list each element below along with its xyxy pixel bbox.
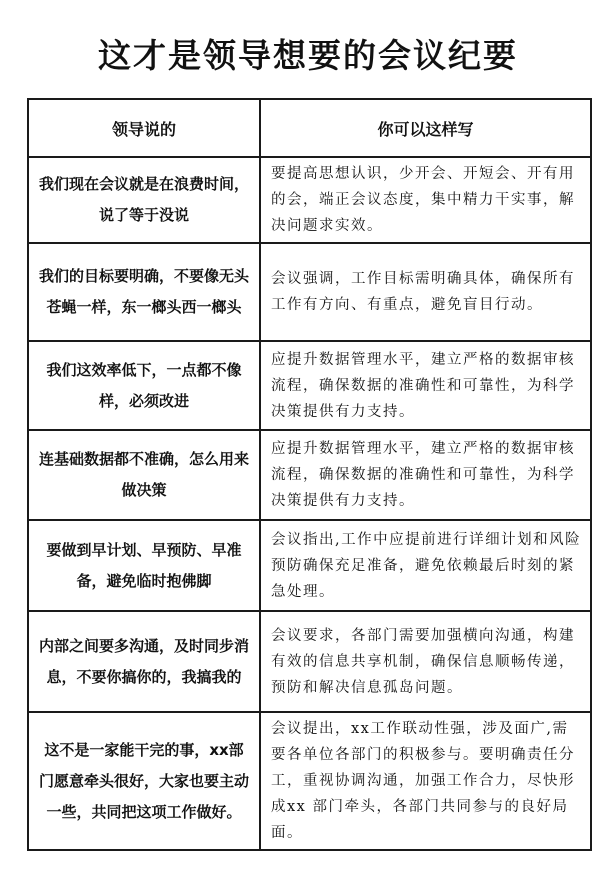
table-row [28, 520, 591, 611]
table-row [28, 157, 591, 243]
suggested-wording: 会议提出，xx工作联动性强，涉及面广,需要各单位各部门的积极参与。要明确责任分工，重视协调沟通，加强工作合力，尽快形成xx 部门牵头，各部门共同参与的良好局面。 [260, 712, 591, 850]
suggested-wording: 应提升数据管理水平，建立严格的数据审核流程，确保数据的准确性和可靠性，为科学决策提供有力支持。 [260, 341, 591, 430]
table-row [28, 430, 591, 520]
table-header-row [28, 99, 591, 157]
header-you-can-write: 你可以这样写 [260, 99, 591, 157]
leader-statement: 连基础数据都不准确，怎么用来做决策 [28, 430, 260, 520]
suggested-wording: 应提升数据管理水平，建立严格的数据审核流程，确保数据的准确性和可靠性，为科学决策提供有力支持。 [260, 430, 591, 520]
leader-statement: 这不是一家能干完的事，xx部门愿意牵头很好，大家也要主动一些，共同把这项工作做好。 [28, 712, 260, 850]
suggested-wording: 会议指出,工作中应提前进行详细计划和风险预防确保充足准备，避免依赖最后时刻的紧急处理。 [260, 520, 591, 611]
leader-statement: 我们现在会议就是在浪费时间，说了等于没说 [28, 157, 260, 243]
table-row [28, 712, 591, 850]
leader-statement: 内部之间要多沟通，及时同步消息，不要你搞你的，我搞我的 [28, 611, 260, 712]
suggested-wording: 会议要求，各部门需要加强横向沟通，构建有效的信息共享机制，确保信息顺畅传递，预防和解决信息孤岛问题。 [260, 611, 591, 712]
suggested-wording: 要提高思想认识，少开会、开短会、开有用的会，端正会议态度，集中精力干实事，解决问题求实效。 [260, 157, 591, 243]
leader-statement: 要做到早计划、早预防、早准备，避免临时抱佛脚 [28, 520, 260, 611]
table-row [28, 341, 591, 430]
minutes-table [27, 98, 592, 851]
leader-statement: 我们这效率低下，一点都不像样，必须改进 [28, 341, 260, 430]
page-title: 这才是领导想要的会议纪要 [98, 36, 518, 75]
table-row [28, 611, 591, 712]
table-row [28, 243, 591, 341]
leader-statement: 我们的目标要明确，不要像无头苍蝇一样，东一榔头西一榔头 [28, 243, 260, 341]
suggested-wording: 会议强调，工作目标需明确具体，确保所有工作有方向、有重点，避免盲目行动。 [260, 243, 591, 341]
header-leader-says: 领导说的 [28, 99, 260, 157]
